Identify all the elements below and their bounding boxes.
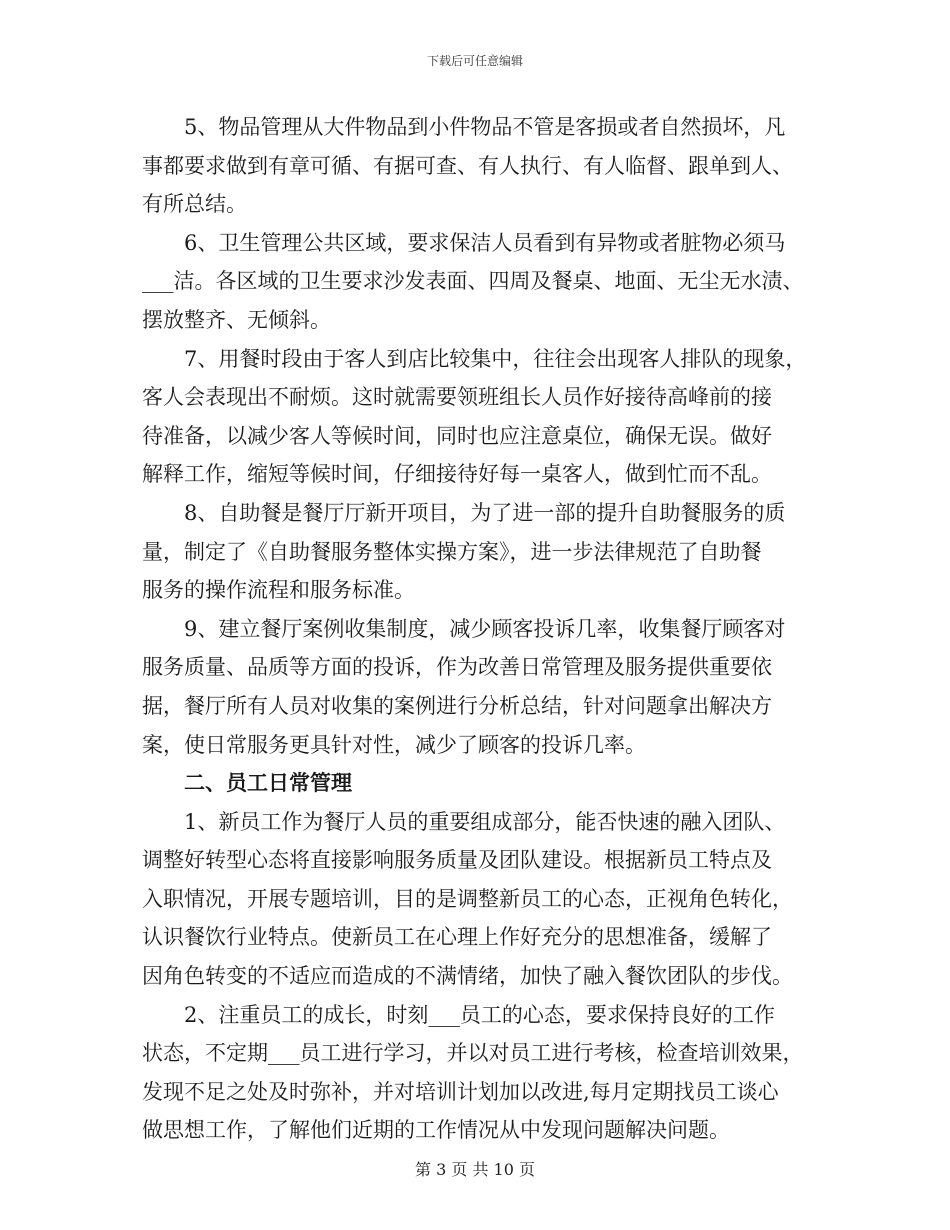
text-line: 发现不足之处及时弥补，并对培训计划加以改进,每月定期找员工谈心 (142, 1079, 779, 1104)
text-line: 摆放整齐、无倾斜。 (142, 307, 331, 332)
text-line: 状态，不定期___员工进行学习，并以对员工进行考核，检查培训效果， (142, 1041, 804, 1066)
document-body (142, 108, 814, 1150)
text-line: 2、注重员工的成长，时刻___员工的心态，要求保持良好的工作 (184, 1002, 775, 1027)
page-header: 下载后可任意编辑 (426, 54, 523, 68)
text-line: 服务质量、品质等方面的投诉，作为改善日常管理及服务提供重要依 (142, 655, 772, 680)
text-line: 案，使日常服务更具针对性，减少了顾客的投诉几率。 (142, 732, 646, 757)
text-line: 服务的操作流程和服务标准。 (142, 578, 415, 603)
text-line: ___洁。各区域的卫生要求沙发表面、四周及餐桌、地面、无尘无水渍、 (142, 269, 804, 294)
text-line: 认识餐饮行业特点。使新员工在心理上作好充分的思想准备，缓解了 (142, 925, 772, 950)
text-line: 做思想工作，了解他们近期的工作情况从中发现问题解决问题。 (142, 1118, 730, 1143)
text-line: 待准备，以减少客人等候时间，同时也应注意桌位，确保无误。做好 (142, 423, 772, 448)
text-line: 5、物品管理从大件物品到小件物品不管是客损或者自然损坏，凡 (184, 115, 786, 139)
text-line: 调整好转型心态将直接影响服务质量及团队建设。根据新员工特点及 (142, 848, 772, 873)
text-line: 9、建立餐厅案例收集制度，减少顾客投诉几率，收集餐厅顾客对 (184, 616, 786, 641)
text-line: 有所总结。 (142, 192, 247, 217)
text-line: 因角色转变的不适应而造成的不满情绪，加快了融入餐饮团队的步伐。 (142, 964, 793, 989)
text-line: 事都要求做到有章可循、有据可查、有人执行、有人临督、跟单到人、 (142, 153, 793, 178)
text-line: 7、用餐时段由于客人到店比较集中，往往会出现客人排队的现象， (184, 346, 807, 371)
text-line: 入职情况，开展专题培训，目的是调整新员工的心态，正视角色转化， (142, 886, 793, 911)
text-line: 6、卫生管理公共区域，要求保洁人员看到有异物或者脏物必须马 (184, 230, 786, 255)
text-line: 量，制定了《自助餐服务整体实操方案》，进一步法律规范了自助餐 (142, 539, 762, 564)
text-line: 1、新员工作为餐厅人员的重要组成部分，能否快速的融入团队、 (184, 809, 786, 834)
page-footer: 第 3 页 共 10 页 (415, 1160, 535, 1179)
section-heading: 二、员工日常管理 (184, 771, 352, 796)
text-line: 解释工作，缩短等候时间，仔细接待好每一桌客人，做到忙而不乱。 (142, 462, 772, 487)
text-line: 8、自助餐是餐厅厅新开项目，为了进一部的提升自助餐服务的质 (184, 500, 786, 525)
text-line: 据，餐厅所有人员对收集的案例进行分析总结，针对问题拿出解决方 (142, 693, 772, 718)
text-line: 客人会表现出不耐烦。这时就需要领班组长人员作好接待高峰前的接 (142, 385, 772, 410)
